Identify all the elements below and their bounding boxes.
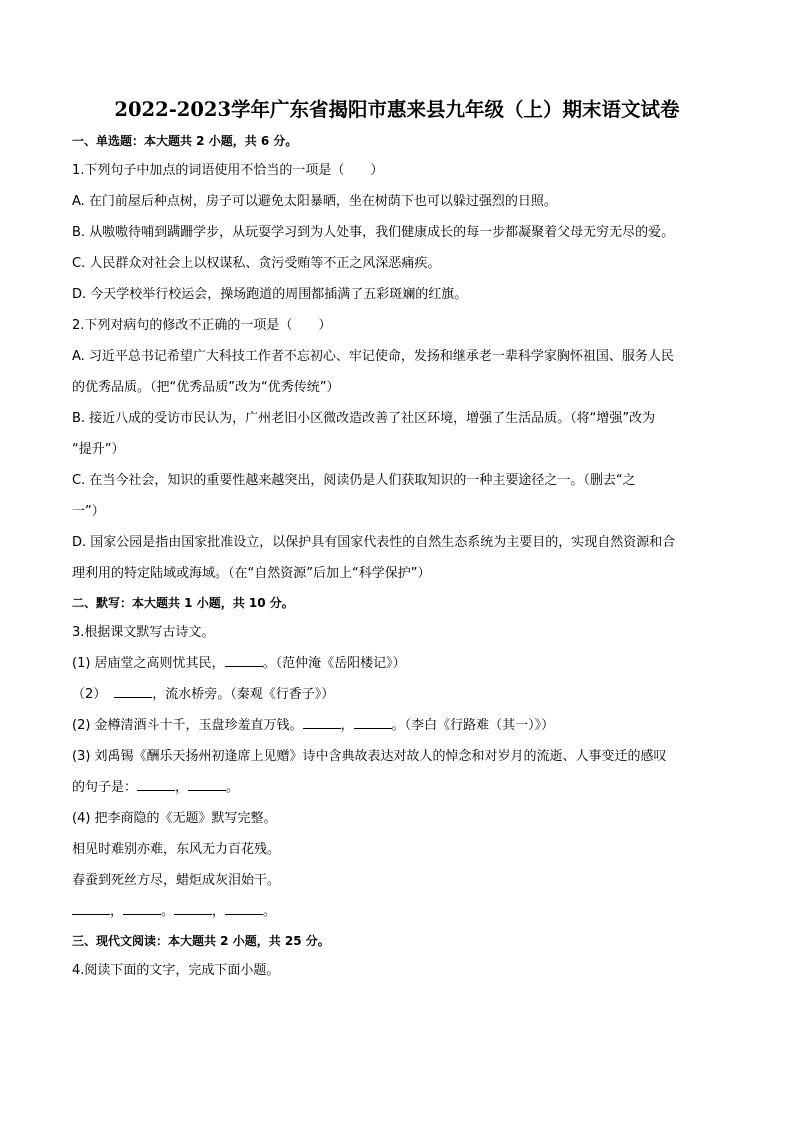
sub-text: (1) 居庙堂之高则忧其民， [72, 656, 225, 671]
sub-text: 。（范仲淹《岳阳楼记》） [262, 656, 406, 671]
question-2-option-b-line2: “提升”） [72, 442, 125, 457]
section-label: 三、现代文阅读：本大题共 2 小题，共 25 分。 [72, 934, 330, 948]
answer-blank[interactable] [303, 716, 341, 729]
section-heading-reading [72, 933, 722, 949]
sub-text: 。（李白《行路难（其一）》） [391, 718, 555, 733]
answer-blank[interactable] [72, 902, 110, 915]
question-1-stem: 1.下列句子中加点的词语使用不恰当的一项是（ ） [72, 163, 384, 178]
sub-text: （2） [72, 687, 107, 702]
exam-title: 2022-2023学年广东省揭阳市惠来县九年级（上）期末语文试卷 [114, 98, 680, 121]
question-3-sub-1 [72, 654, 722, 673]
answer-blank[interactable] [174, 902, 212, 915]
sub-text: (2) 金樽清酒斗十千，玉盘珍羞直万钱。 [72, 718, 303, 733]
answer-blank[interactable] [225, 902, 263, 915]
question-2-option-d-line1: D. 国家公园是指由国家批准设立，以保护具有国家代表性的自然生态系统为主要目的，实现自然资源和合 [72, 535, 676, 550]
poem-blanks [72, 902, 722, 921]
answer-blank[interactable] [137, 778, 175, 791]
question-1-option-b: B. 从嗷嗷待哺到蹒跚学步，从玩耍学习到为人处事，我们健康成长的每一步都凝聚着父母无穷无尽的爱。 [72, 225, 675, 240]
section-heading-dictation [72, 595, 722, 611]
answer-blank[interactable] [354, 716, 392, 729]
question-1-option-d: D. 今天学校举行校运会，操场跑道的周围都插满了五彩斑斓的红旗。 [72, 287, 468, 302]
question-3-sub-4-line2 [72, 778, 722, 797]
question-3-sub-4-line1: (3) 刘禹锡《酬乐天扬州初逢席上见赠》诗中含典故表达对故人的悼念和对岁月的流逝、人事变迁的感叹 [72, 749, 667, 764]
question-2-option-c-line2: 一”） [72, 504, 105, 519]
question-2-option-a-line2: 的优秀品质。（把“优秀品质”改为“优秀传统”） [72, 380, 340, 395]
sub-text: ， [340, 718, 354, 733]
sub-text: 。 [226, 780, 240, 795]
question-2-option-d-line2: 理利用的特定陆域或海域。（在“自然资源”后加上“科学保护”） [72, 566, 431, 581]
question-1-option-c: C. 人民群众对社会上以权谋私、贪污受贿等不正之风深恶痛疾。 [72, 256, 441, 271]
question-2-option-a-line1: A. 习近平总书记希望广大科技工作者不忘初心、牢记使命，发扬和继承老一辈科学家胸怀祖国、服务人民 [72, 349, 674, 364]
question-2-stem: 2.下列对病句的修改不正确的一项是（ ） [72, 318, 332, 333]
question-2-option-c-line1: C. 在当今社会，知识的重要性越来越突出，阅读仍是人们获取知识的一种主要途径之一。（删去“之 [72, 473, 636, 488]
answer-blank[interactable] [188, 778, 226, 791]
question-3-stem: 3.根据课文默写古诗文。 [72, 625, 215, 640]
sub-text: ，流水桥旁。（秦观《行香子》） [152, 687, 335, 702]
question-3-sub-5: (4) 把李商隐的《无题》默写完整。 [72, 811, 277, 826]
sub-text: 。 [161, 904, 175, 919]
section-label: 二、默写：本大题共 1 小题，共 10 分。 [72, 596, 294, 610]
sub-text: ， [110, 904, 124, 919]
sub-text: ， [175, 780, 189, 795]
question-4-stem: 4.阅读下面的文字，完成下面小题。 [72, 963, 280, 978]
poem-line-2: 春蚕到死丝方尽，蜡炬成灰泪始干。 [72, 873, 281, 888]
poem-line-1: 相见时难别亦难，东风无力百花残。 [72, 842, 281, 857]
section-heading-single-choice [72, 133, 722, 149]
question-3-sub-3 [72, 716, 722, 735]
answer-blank[interactable] [123, 902, 161, 915]
exam-page [72, 96, 722, 992]
section-label: 一、单选题：本大题共 2 小题，共 6 分。 [72, 134, 298, 148]
question-2-option-b-line1: B. 接近八成的受访市民认为，广州老旧小区微改造改善了社区环境，增强了生活品质。（将“增强”改为 [72, 411, 656, 426]
sub-text: 。 [263, 904, 277, 919]
sub-text: ， [212, 904, 226, 919]
question-1-option-a: A. 在门前屋后种点树，房子可以避免太阳暴晒，坐在树荫下也可以躲过强烈的日照。 [72, 194, 557, 209]
answer-blank[interactable] [114, 685, 152, 698]
answer-blank[interactable] [225, 654, 263, 667]
question-3-sub-2 [72, 685, 722, 704]
sub-text: 的句子是： [72, 780, 138, 795]
